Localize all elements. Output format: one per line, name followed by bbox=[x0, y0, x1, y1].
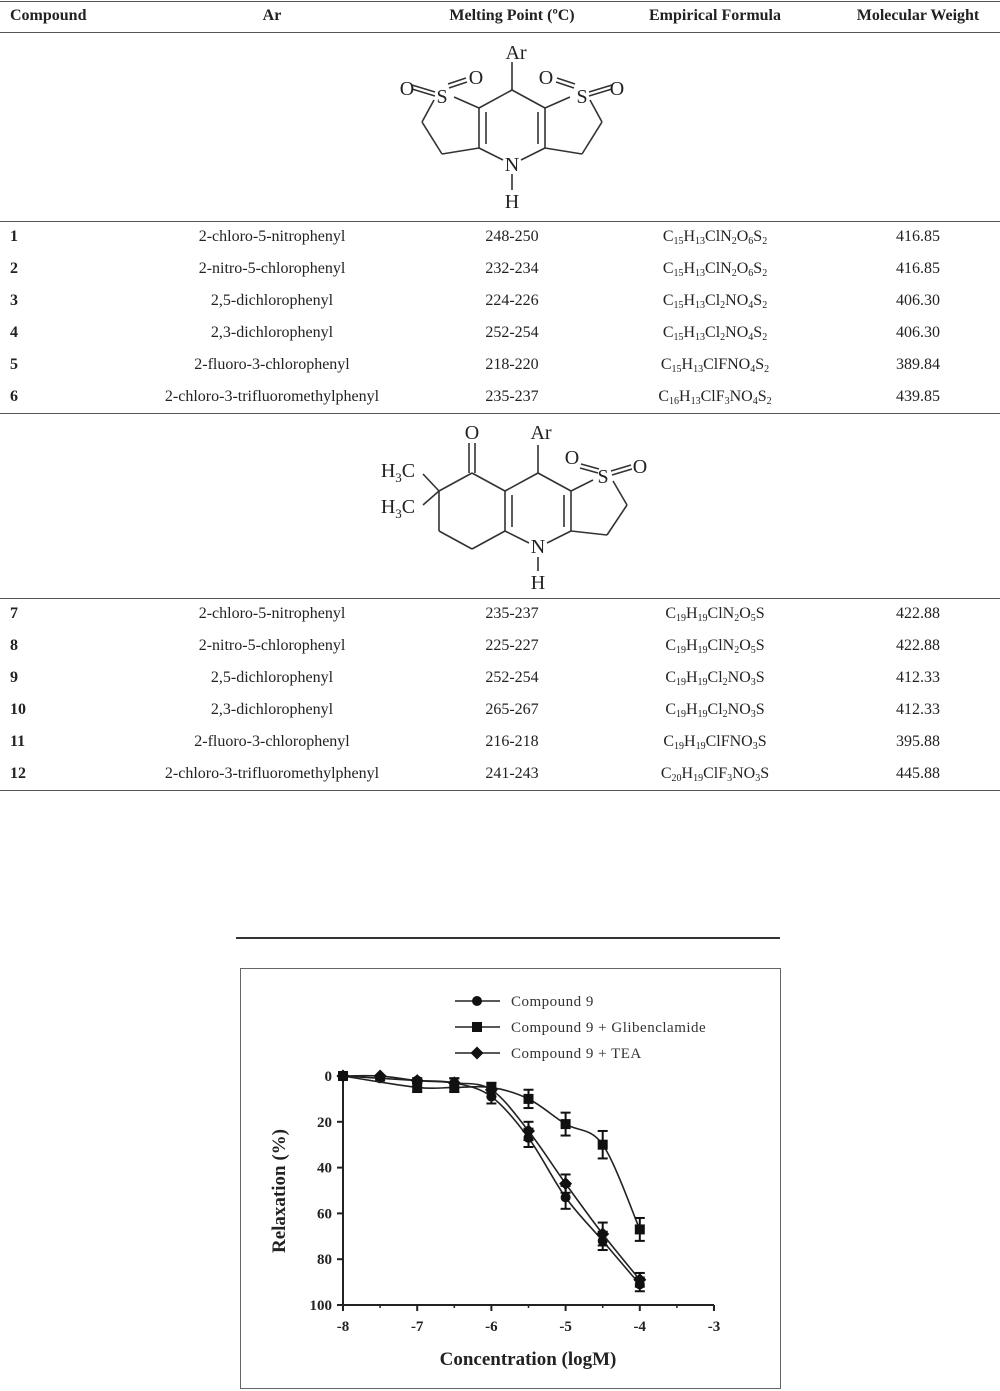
label-nitrogen: N bbox=[530, 536, 546, 558]
structure-bis-thiophene-dioxide bbox=[390, 38, 640, 216]
melting-point: 241-243 bbox=[485, 765, 539, 782]
x-tick-label: -3 bbox=[707, 1319, 721, 1335]
table-bottom-rule bbox=[0, 790, 1000, 791]
y-tick-label: 20 bbox=[317, 1114, 332, 1131]
melting-point: 248-250 bbox=[485, 228, 539, 245]
relaxation-chart bbox=[240, 968, 781, 1389]
molecular-weight: 416.85 bbox=[896, 260, 940, 277]
label-ar: Ar bbox=[530, 422, 552, 444]
x-tick-label: -7 bbox=[410, 1319, 424, 1335]
label-sulfur: S bbox=[576, 86, 588, 108]
table-row bbox=[0, 669, 1000, 695]
compound-id: 6 bbox=[10, 388, 18, 405]
data-point bbox=[561, 1119, 571, 1129]
data-point bbox=[598, 1140, 608, 1150]
legend-marker-diamond bbox=[471, 1047, 484, 1060]
melting-point: 232-234 bbox=[485, 260, 539, 277]
compound-id: 12 bbox=[10, 765, 26, 782]
header-ar: Ar bbox=[262, 7, 282, 24]
melting-point: 216-218 bbox=[485, 733, 539, 750]
compound-id: 10 bbox=[10, 701, 26, 718]
empirical-formula: $C_{19}H_{19}Cl_2NO_3S$ bbox=[665, 669, 765, 688]
empirical-formula: $C_{15}H_{13}Cl_2NO_4S_2$ bbox=[662, 324, 768, 343]
empirical-formula: $C_{19}H_{19}ClN_2O_5S$ bbox=[665, 637, 765, 656]
melting-point: 224-226 bbox=[485, 292, 539, 309]
aryl-substituent: 2-chloro-3-trifluoromethylphenyl bbox=[164, 765, 380, 782]
legend-label: Compound 9 bbox=[511, 994, 594, 1010]
label-sulfur: S bbox=[436, 86, 448, 108]
label-oxygen: O bbox=[564, 447, 580, 469]
table-row bbox=[0, 292, 1000, 318]
table-top-rule bbox=[0, 1, 1000, 2]
melting-point: 252-254 bbox=[485, 669, 539, 686]
label-methyl: $H_3C$ bbox=[380, 496, 416, 521]
compound-id: 1 bbox=[10, 228, 18, 245]
compound-id: 3 bbox=[10, 292, 18, 309]
compound-id: 4 bbox=[10, 324, 18, 341]
empirical-formula: $C_{19}H_{19}Cl_2NO_3S$ bbox=[665, 701, 765, 720]
label-ar: Ar bbox=[505, 42, 527, 64]
data-point bbox=[524, 1094, 534, 1104]
aryl-substituent: 2-chloro-5-nitrophenyl bbox=[198, 228, 346, 245]
header-empirical-formula: Empirical Formula bbox=[649, 7, 781, 24]
x-tick-label: -4 bbox=[633, 1319, 647, 1335]
x-tick-label: -5 bbox=[559, 1319, 572, 1335]
aryl-substituent: 2-nitro-5-chlorophenyl bbox=[198, 637, 346, 654]
y-axis-label: Relaxation (%) bbox=[269, 1128, 290, 1254]
empirical-formula: $C_{20}H_{19}ClF_3NO_3S$ bbox=[660, 765, 770, 784]
structure-quinolinone-thiophene-dioxide bbox=[365, 417, 665, 595]
molecular-weight: 416.85 bbox=[896, 228, 940, 245]
aryl-substituent: 2,3-dichlorophenyl bbox=[210, 701, 334, 718]
aryl-substituent: 2-fluoro-3-chlorophenyl bbox=[194, 733, 350, 750]
data-point bbox=[635, 1224, 645, 1234]
chart-plot-area bbox=[337, 1070, 647, 1292]
data-point bbox=[561, 1192, 571, 1202]
aryl-substituent: 2,5-dichlorophenyl bbox=[210, 292, 334, 309]
label-oxygen: O bbox=[538, 67, 554, 89]
table-row bbox=[0, 388, 1000, 414]
label-keto-oxygen: O bbox=[464, 422, 480, 444]
table-row bbox=[0, 733, 1000, 759]
empirical-formula: $C_{15}H_{13}ClN_2O_6S_2$ bbox=[662, 228, 768, 247]
compound-id: 2 bbox=[10, 260, 18, 277]
label-sulfur: S bbox=[597, 466, 609, 488]
group1-rule bbox=[0, 221, 1000, 222]
empirical-formula: $C_{16}H_{13}ClF_3NO_4S_2$ bbox=[658, 388, 772, 407]
label-oxygen: O bbox=[399, 78, 415, 100]
aryl-substituent: 2-chloro-3-trifluoromethylphenyl bbox=[164, 388, 380, 405]
y-tick-label: 40 bbox=[317, 1160, 332, 1177]
label-oxygen: O bbox=[468, 67, 484, 89]
melting-point: 235-237 bbox=[485, 388, 539, 405]
empirical-formula: $C_{15}H_{13}Cl_2NO_4S_2$ bbox=[662, 292, 768, 311]
molecular-weight: 422.88 bbox=[896, 637, 940, 654]
y-tick-label: 100 bbox=[309, 1298, 332, 1314]
y-tick-label: 0 bbox=[324, 1069, 332, 1085]
melting-point: 235-237 bbox=[485, 605, 539, 622]
molecular-weight: 412.33 bbox=[896, 701, 940, 718]
empirical-formula: $C_{15}H_{13}ClN_2O_6S_2$ bbox=[662, 260, 768, 279]
melting-point: 265-267 bbox=[485, 701, 539, 718]
aryl-substituent: 2-nitro-5-chlorophenyl bbox=[198, 260, 346, 277]
molecular-weight: 445.88 bbox=[896, 765, 940, 782]
legend-marker-circle bbox=[472, 996, 482, 1006]
series-circle bbox=[338, 1071, 645, 1291]
header-compound: Compound bbox=[10, 7, 87, 24]
table-row bbox=[0, 228, 1000, 254]
header-molecular-weight: Molecular Weight bbox=[856, 7, 980, 24]
header-rule bbox=[0, 32, 1000, 33]
molecular-weight: 422.88 bbox=[896, 605, 940, 622]
table-row bbox=[0, 765, 1000, 791]
label-oxygen: O bbox=[632, 456, 648, 478]
y-tick-label: 80 bbox=[317, 1252, 332, 1269]
molecular-weight: 395.88 bbox=[896, 733, 940, 750]
legend-label: Compound 9 + TEA bbox=[511, 1046, 642, 1062]
molecular-weight: 412.33 bbox=[896, 669, 940, 686]
aryl-substituent: 2,5-dichlorophenyl bbox=[210, 669, 334, 686]
label-hydrogen: H bbox=[504, 191, 520, 213]
compound-id: 7 bbox=[10, 605, 18, 622]
empirical-formula: $C_{19}H_{19}ClN_2O_5S$ bbox=[665, 605, 765, 624]
data-point bbox=[559, 1177, 572, 1190]
group2-rule bbox=[0, 598, 1000, 599]
compound-id: 9 bbox=[10, 669, 18, 686]
legend-label: Compound 9 + Glibenclamide bbox=[511, 1020, 707, 1036]
compound-id: 5 bbox=[10, 356, 18, 373]
melting-point: 225-227 bbox=[485, 637, 539, 654]
y-tick-label: 60 bbox=[317, 1206, 332, 1223]
chart-axes bbox=[310, 1069, 721, 1335]
series-line bbox=[343, 1076, 640, 1280]
empirical-formula: $C_{19}H_{19}ClFNO_3S$ bbox=[663, 733, 767, 752]
label-methyl: $H_3C$ bbox=[380, 460, 416, 485]
table-row bbox=[0, 260, 1000, 286]
molecular-weight: 439.85 bbox=[896, 388, 940, 405]
x-tick-label: -6 bbox=[485, 1319, 498, 1335]
molecular-weight: 406.30 bbox=[896, 292, 940, 309]
header-melting-point: Melting Point (ºC) bbox=[449, 7, 575, 24]
table-row bbox=[0, 324, 1000, 350]
compound-id: 11 bbox=[10, 733, 26, 750]
empirical-formula: $C_{15}H_{13}ClFNO_4S_2$ bbox=[660, 356, 770, 375]
aryl-substituent: 2-chloro-5-nitrophenyl bbox=[198, 605, 346, 622]
x-tick-label: -8 bbox=[336, 1319, 350, 1335]
table-row bbox=[0, 637, 1000, 663]
molecular-weight: 389.84 bbox=[896, 356, 940, 373]
molecular-weight: 406.30 bbox=[896, 324, 940, 341]
chart-top-rule bbox=[236, 937, 780, 939]
table-row bbox=[0, 701, 1000, 727]
series-line bbox=[343, 1076, 640, 1284]
melting-point: 218-220 bbox=[485, 356, 539, 373]
melting-point: 252-254 bbox=[485, 324, 539, 341]
label-oxygen: O bbox=[609, 78, 625, 100]
chart-legend bbox=[455, 994, 706, 1062]
legend-marker-square bbox=[472, 1022, 482, 1032]
table-row bbox=[0, 356, 1000, 382]
aryl-substituent: 2,3-dichlorophenyl bbox=[210, 324, 334, 341]
table-row bbox=[0, 605, 1000, 631]
compound-id: 8 bbox=[10, 637, 18, 654]
label-hydrogen: H bbox=[530, 572, 546, 594]
x-axis-label: Concentration (logM) bbox=[439, 1349, 617, 1370]
label-nitrogen: N bbox=[504, 154, 520, 176]
group2-structure-rule bbox=[0, 413, 1000, 414]
aryl-substituent: 2-fluoro-3-chlorophenyl bbox=[194, 356, 350, 373]
